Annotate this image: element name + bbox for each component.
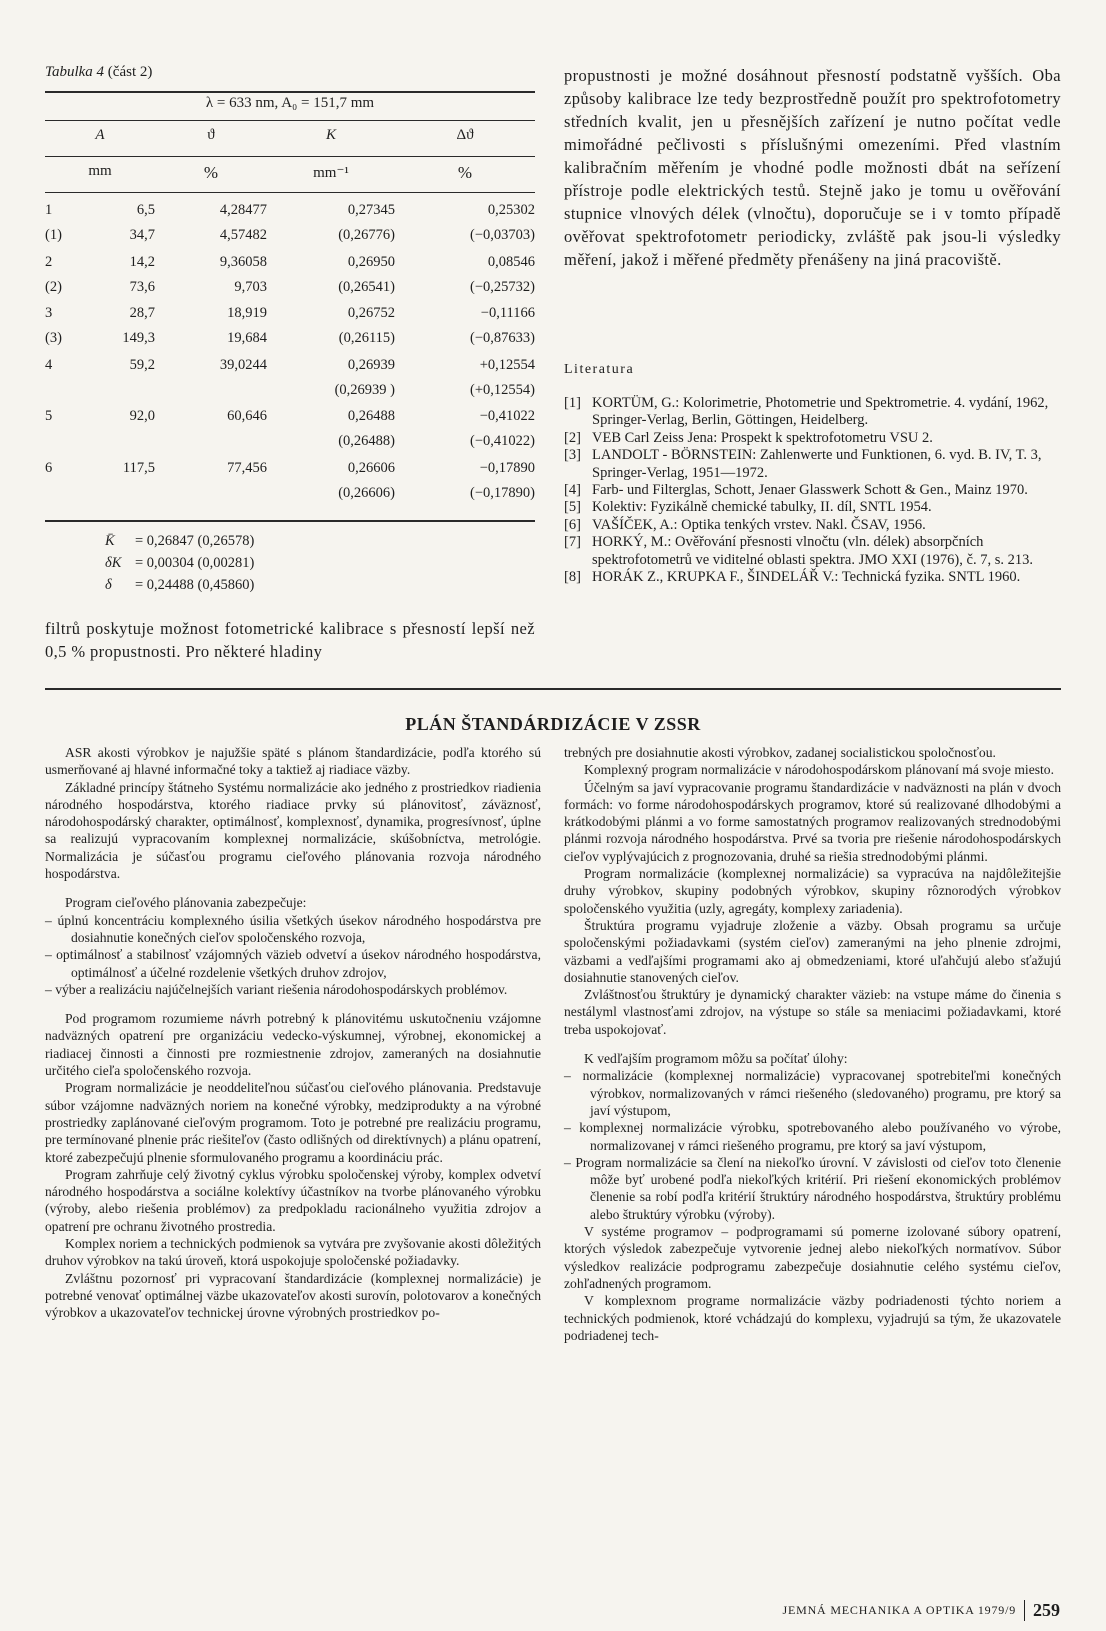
unit-theta: %: [203, 163, 219, 182]
reference-item: [564, 447, 1064, 482]
paragraph: V komplexnom programe normalizácie väzby podriadenosti týchto noriem a technických podmienok, ktoré vchádzajú do komplexu, vyjadrujú sa tým, že ukazovatele podriadenej tech-: [564, 1293, 1061, 1343]
table-cell-n: 4: [45, 356, 53, 373]
right-continuation-text: propustnosti je možné dosáhnout přesností podstatně vyšších. Oba způsoby kalibrace lze tedy bezprostředně použít pro spektrofotometry středních kvalit, jen u přesnějších zařízení je nutno počítat vedle mimořádné pečlivosti s příslušnými omezeními. Před vlastním kalibračním měřením je vhodné podle možnosti dbát na seřízení přístroje podle elektrických testů. Stejně jako je tomu u ověřování stupnice vlnových délek (vlnočtu), doporučuje se i v tomto případě ověřovat spektrofotometr periodicky, zvláště pak jsou-li výsledky měření, jakož i měřené předměty přenášeny na jiná pracoviště.: [564, 66, 1061, 269]
table-cell-d: (−0,87633): [470, 330, 535, 346]
reference-item: [564, 482, 1064, 499]
paragraph-gap: [564, 1038, 1061, 1050]
reference-item: [564, 534, 1064, 569]
reference-text: LANDOLT - BÖRNSTEIN: Zahlenwerte und Funktionen, 6. vyd. B. IV, T. 3, Springer-Verlag, 1951—1972.: [592, 447, 1042, 481]
table-cell-d: (+0,12554): [470, 381, 535, 398]
bullet-item: – úplnú koncentráciu komplexného úsilia všetkých úsekov národného hospodárstva pre dosiahnutie konečných cieľov spoločenského rozvoja,: [45, 912, 541, 945]
reference-text: KORTÜM, G.: Kolorimetrie, Photometrie und Spektrometrie. 4. vydání, 1962, Springer-Verlag, Berlin, Göttingen, Heidelberg.: [592, 395, 1049, 429]
summary-row: [105, 552, 254, 574]
summary-val: = 0,00304 (0,00281): [135, 555, 255, 571]
reference-number: [5]: [564, 499, 581, 516]
paragraph-gap: [45, 882, 541, 894]
left-continuation-text: filtrů poskytuje možnost fotometrické kalibrace s přesností lepší než 0,5 % propustnosti. Pro některé hladiny: [45, 619, 535, 661]
paragraph: V systéme programov – podprogramami sú pomerne izolované súbory opatrení, ktorých výsledok zabezpečuje vytvorenie jednej alebo niekoľkých normatívov. Súbor výsledkov realizácie podprogramu zabezpečuje dosiahnutie celého systému cieľov, zohľadnených programom.: [564, 1224, 1061, 1291]
table-cell-a: 59,2: [129, 356, 155, 373]
table-caption-label: Tabulka 4: [45, 64, 105, 80]
reference-item: [564, 430, 1064, 447]
table-caption: [45, 64, 152, 81]
reference-text: Farb- und Filterglas, Schott, Jenaer Glasswerk Schott & Gen., Mainz 1970.: [592, 482, 1028, 499]
table-cell-a: 14,2: [129, 253, 155, 270]
table-cell-theta: 9,36058: [219, 253, 267, 270]
table-cell-k: 0,26752: [347, 305, 395, 321]
table-row: [45, 326, 535, 351]
paragraph: Program zahrňuje celý životný cyklus výrobku spoločenskej výroby, komplex odvetví národného hospodárstva a sociálne kolektívy účastníkov na tvorbe plánovaného výrobku (výroby, alebo riešenia problémov) za predpokladu racionálneho využitia zdrojov a opatrení pre ochranu životného prostredia.: [45, 1166, 541, 1234]
section-divider: [45, 688, 1061, 690]
table-cell-a: 73,6: [129, 278, 155, 295]
table-condition: λ = 633 nm, A₀ = 151,7 mm: [205, 95, 375, 111]
table-cell-n: (3): [45, 330, 62, 346]
bullet-item: – normalizácie (komplexnej normalizácie) vypracovanej spotrebiteľmi konečných výrobkov, normalizovaných v rámci riešeného (sledovaného) programu, pre ktorý sa javí výstupom,: [564, 1068, 1061, 1118]
table-body-rule: [45, 192, 535, 193]
table-row: [45, 301, 535, 326]
reference-list: [564, 395, 1064, 586]
table-row: [45, 275, 535, 300]
article-left-column: [45, 744, 541, 1322]
reference-item: [564, 569, 1064, 586]
table-cell-a: 6,5: [136, 202, 155, 218]
table-cell-theta: 4,28477: [219, 202, 267, 218]
reference-item: [564, 517, 1064, 534]
header-k: K: [325, 127, 336, 143]
paragraph: Zvláštnosťou štruktúry je dynamický charakter väzieb: na vstupe máme do činenia s nestályml vlastnosťami zdrojov, na výstupe so stále sa meniacimi požiadavkami, ktoré treba uspokojovať.: [564, 987, 1061, 1037]
paragraph: Účelným sa javí vypracovanie programu štandardizácie v nadväznosti na plán v dvoch formách: vo forme národohospodárskych programov, ktoré sú realizované dlhodobými a krátkodobými plánmi a vo forme samostatných programov realizovaných strednodobými plánmi rozvoja národného hospodárstva. Prvé sa tvoria pre riešenie národohospodárskych cieľov vyplývajúcich z prognozovania, druhé sa riešia strednodobými plánmi.: [564, 779, 1061, 864]
table-cell-d: −0,17890: [479, 459, 535, 476]
reference-text: VAŠÍČEK, A.: Optika tenkých vrstev. Nakl. ČSAV, 1956.: [592, 516, 926, 533]
paragraph: trebných pre dosiahnutie akosti výrobkov, zadanej socialistickou spoločnosťou.: [564, 745, 996, 760]
table-units-rule: [45, 156, 535, 157]
reference-number: [6]: [564, 516, 581, 533]
paragraph: Komplex noriem a technických podmienok sa vytvára pre zvyšovanie akosti dôležitých druhov výrobkov na takú úroveň, ktorá uspokojuje spoločenské požiadavky.: [45, 1236, 541, 1269]
paragraph: Program normalizácie (komplexnej normalizácie) sa vypracúva na najdôležitejšie druhy výrobkov, skupiny podobných výrobkov, skupiny rôznorodých výrobkov spoločenského využitia (uzly, agregáty, komplexy zariadenia).: [564, 866, 1061, 916]
paragraph: K vedľajším programom môžu sa počítať úlohy:: [584, 1051, 848, 1067]
bullet-item: – optimálnosť a stabilnosť vzájomných väzieb odvetví a úsekov národného hospodárstva, optimálnosť a účelné rozdelenie všetkých druhov zdrojov,: [45, 947, 541, 980]
table-cell-k: 0,26950: [347, 253, 395, 270]
reference-text: VEB Carl Zeiss Jena: Prospekt k spektrofotometru VSU 2.: [592, 429, 933, 446]
table-row: [45, 250, 535, 275]
table-bottom-rule: [45, 520, 535, 522]
table-cell-k: (0,26606): [338, 484, 395, 501]
table-cell-k: (0,26939 ): [334, 381, 395, 398]
table-cell-theta: 9,703: [234, 278, 267, 295]
table-headers: [45, 127, 535, 144]
table-cell-a: 28,7: [129, 305, 155, 321]
table-row: [45, 198, 535, 223]
reference-text: HORKÝ, M.: Ověřování přesnosti vlnočtu (vln. délek) absorpčních spektrofotometrů ve viditelné oblasti spektra. JMO XXI (1976), č. 7, s. 213.: [592, 534, 1033, 568]
journal-name: JEMNÁ MECHANIKA A OPTIKA 1979/9: [782, 1603, 1016, 1617]
paragraph: Program cieľového plánovania zabezpečuje:: [65, 895, 307, 911]
header-delta: Δϑ: [456, 127, 474, 143]
table-cell-a: 92,0: [129, 408, 155, 424]
table-cell-n: 5: [45, 408, 53, 424]
table-cell-a: 149,3: [122, 330, 155, 346]
article-right-column: [564, 744, 1061, 1344]
summary-row: [105, 530, 254, 552]
reference-text: Kolektiv: Fyzikálně chemické tabulky, II. díl, SNTL 1954.: [592, 499, 932, 516]
summary-row: [105, 574, 254, 596]
table-cell-n: 1: [45, 202, 53, 218]
reference-item: [564, 499, 1064, 516]
reference-item: [564, 395, 1064, 430]
table-cell-d: (−0,17890): [470, 484, 535, 501]
header-theta: ϑ: [207, 127, 215, 143]
summary-sym: δ: [105, 577, 112, 593]
article-headline: PLÁN ŠTANDÁRDIZÁCIE V ZSSR: [405, 714, 701, 734]
reference-number: [3]: [564, 447, 581, 464]
table-cell-d: −0,11166: [480, 305, 535, 321]
table-units: [45, 163, 535, 183]
table-header-rule: [45, 120, 535, 121]
table-row: [45, 353, 535, 378]
table-body: [45, 198, 535, 506]
table-cell-k: (0,26541): [338, 278, 395, 295]
table-cell-d: +0,12554: [479, 356, 535, 373]
literature-title: Literatura: [564, 362, 635, 377]
table-row: [45, 223, 535, 248]
reference-number: [8]: [564, 569, 581, 586]
table-cell-theta: 4,57482: [219, 227, 267, 243]
table-cell-d: 0,08546: [487, 253, 535, 270]
page-number: 259: [1024, 1600, 1060, 1621]
table-cell-n: (1): [45, 227, 62, 243]
paragraph: Komplexný program normalizácie v národohospodárskom plánovaní má svoje miesto.: [584, 762, 1055, 778]
table-cell-k: 0,26488: [347, 408, 395, 424]
table-cell-k: (0,26488): [338, 433, 395, 449]
table-cell-theta: 18,919: [227, 305, 267, 321]
table-cell-a: 117,5: [122, 459, 155, 476]
table-summary: [105, 530, 254, 596]
table-top-rule: [45, 91, 535, 93]
reference-number: [4]: [564, 482, 581, 499]
reference-number: [2]: [564, 429, 581, 446]
table-cell-d: −0,41022: [479, 408, 535, 424]
table-caption-cont: (část 2): [107, 64, 153, 80]
table-cell-k: 0,26939: [347, 356, 395, 373]
reference-text: HORÁK Z., KRUPKA F., ŠINDELÁŘ V.: Technická fyzika. SNTL 1960.: [592, 569, 1021, 586]
table-cell-k: 0,27345: [347, 202, 395, 218]
page-footer: [783, 1600, 1060, 1621]
paragraph: Základné princípy štátneho Systému normalizácie ako jedného z prostriedkov riadienia národného hospodárstva, ktorého riadiace prvky sú plánovitosť, záväznosť, národohospodárský charakter, optimálnosť, komplexnosť, dynamika, progresívnosť, úplne sa realizujú vypracovaním komplexnej normalizácie, skúšobníctva, metrológie. Normalizácia je súčasťou programu cieľového plánovania rozvoja národného hospodárstva.: [45, 779, 541, 882]
table-cell-d: (−0,25732): [470, 278, 535, 295]
table-cell-k: (0,26776): [338, 227, 395, 243]
table-cell-d: (−0,41022): [470, 433, 535, 449]
paragraph: Štruktúra programu vyjadruje zloženie a väzby. Obsah programu sa určuje spoločenskými požiadavkami (systém cieľov) zameranými na jeho plnenie zdrojmi, väzbami a vedľajšími programami ako aj obmedzeniami, ktoré uľahčujú alebo sťažujú dosiahnutie stanovených cieľov.: [564, 917, 1061, 985]
bullet-item: – komplexnej normalizácie výrobku, spotrebovaného alebo používaného vo výrobe, normalizovanej v rámci riešeného programu, pre ktorý sa javí výstupom,: [564, 1120, 1061, 1153]
summary-sym: δK: [105, 555, 122, 571]
table-cell-k: (0,26115): [338, 330, 395, 346]
table-row: [45, 404, 535, 429]
table-cell-n: (2): [45, 278, 62, 295]
table-cell-theta: 19,684: [227, 330, 267, 346]
table-row: [45, 378, 535, 403]
unit-a: mm: [88, 163, 112, 179]
table-row: [45, 429, 535, 454]
paragraph: Zvláštnu pozornosť pri vypracovaní štandardizácie (komplexnej normalizácie) je potrebné venovať optimálnej väzbe ukazovateľov akosti surovín, polotovarov a konečných výrobkov a ukazovateľov technickej úrovne výrobných prostriedkov po-: [45, 1270, 541, 1321]
unit-delta: %: [457, 163, 473, 182]
table-row: [45, 456, 535, 481]
table-cell-d: (−0,03703): [470, 227, 535, 243]
table-cell-theta: 60,646: [227, 408, 267, 424]
paragraph-gap: [45, 998, 541, 1010]
bullet-item: – výber a realizáciu najúčelnejších variant riešenia národohospodárskych problémov.: [45, 981, 508, 997]
paragraph: Pod programom rozumieme návrh potrebný k plánovitému uskutočneniu vzájomne nadväzných opatrení pre organizáciu vedecko-výskumnej, výrobnej, ekonomickej a riadiacej činnosti a činnosti pre rozmiestnenie zdrojov, zameraných na dosiahnutie určitého cieľa spoločenského rozvoja.: [45, 1011, 541, 1079]
unit-k: mm⁻¹: [313, 165, 349, 181]
header-a: A: [95, 127, 105, 143]
reference-number: [7]: [564, 534, 581, 551]
table-cell-k: 0,26606: [347, 459, 395, 476]
summary-sym: K̄: [105, 533, 115, 549]
table-cell-theta: 77,456: [227, 459, 267, 476]
table-cell-d: 0,25302: [487, 202, 535, 218]
table-cell-n: 6: [45, 459, 53, 476]
paragraph: Program normalizácie je neoddeliteľnou súčasťou cieľového plánovania. Predstavuje súbor vzájomne nadväzných noriem na konečné výrobky, medziprodukty a na výrobné prostriedky zaplánované cieľovým programom. Toto je potrebné pre realizáciu programu, pre termínované plnenie prác riešiteľov (často odlišných od direktívnych) a plánu opatrení, ktoré zabezpečujú plnenie sformulovaného programu a koordináciu prác.: [45, 1080, 541, 1165]
table-cell-n: 3: [45, 305, 53, 321]
summary-val: = 0,24488 (0,45860): [135, 577, 255, 593]
table-cell-a: 34,7: [129, 227, 155, 243]
bullet-item: – Program normalizácie sa člení na niekoľko úrovní. V závislosti od cieľov toto členenie môže byť urobené podľa niekoľkých kritérií. Pri riešení ekonomických problémov členenie sa robí podľa kritérií štruktúry národného hospodárstva, štruktúry problému alebo štruktúry výrobku (výroby).: [564, 1154, 1061, 1222]
table-cell-n: 2: [45, 253, 53, 270]
reference-number: [1]: [564, 395, 581, 411]
table-row: [45, 481, 535, 506]
summary-val: = 0,26847 (0,26578): [135, 533, 255, 549]
table-cell-theta: 39,0244: [219, 356, 267, 373]
paragraph: ASR akosti výrobkov je najužšie späté s plánom štandardizácie, podľa ktorého sú usmerňované aj hlavné informačné toky a taktiež aj riadiace väzby.: [45, 745, 541, 778]
